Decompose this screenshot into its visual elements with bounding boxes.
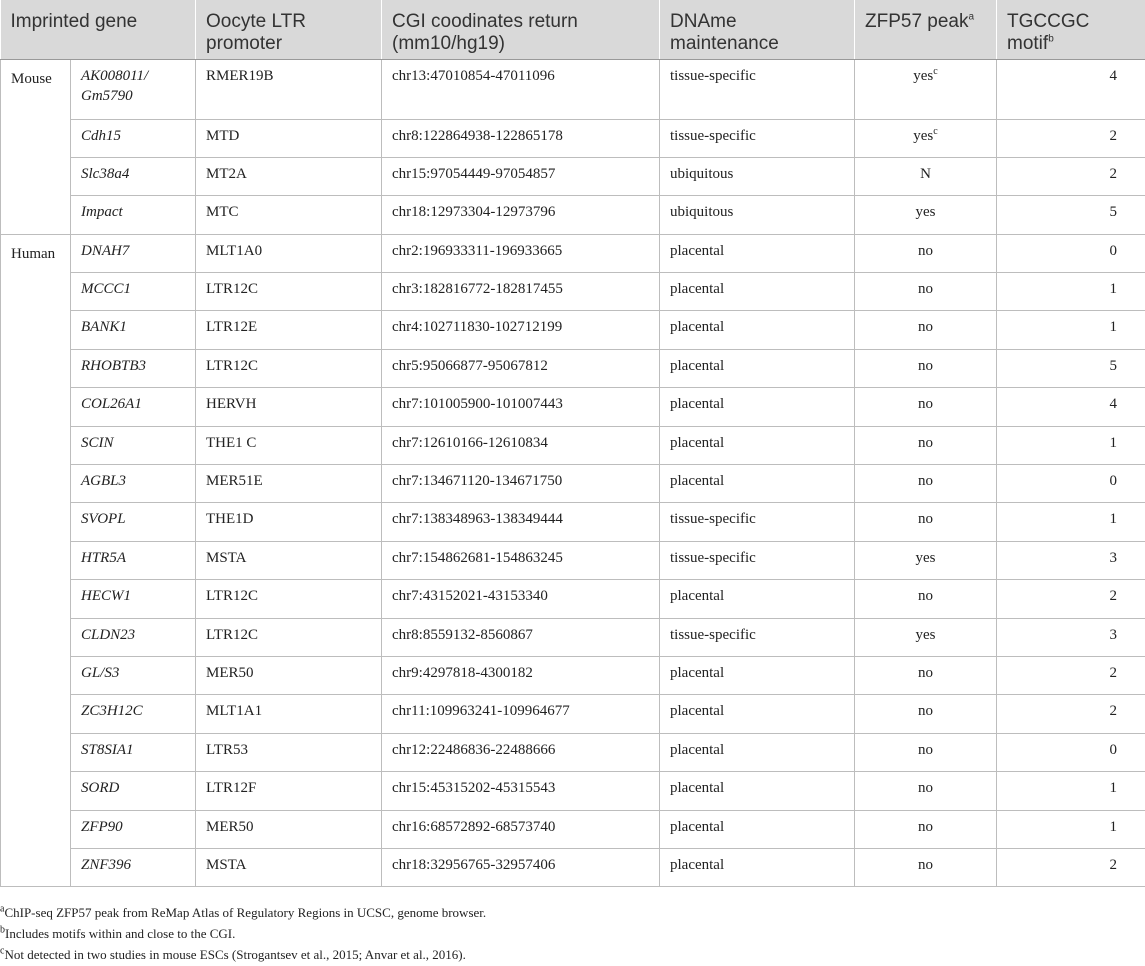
tgccgc-motif-cell: 0 bbox=[997, 234, 1145, 272]
gene-cell: ZNF396 bbox=[71, 848, 196, 886]
zfp57-peak-value: yes bbox=[915, 204, 936, 221]
ltr-promoter-cell: LTR12C bbox=[196, 580, 382, 618]
ltr-promoter-cell: THE1D bbox=[196, 503, 382, 541]
tgccgc-motif-cell: 1 bbox=[997, 772, 1145, 810]
header-zfp57-label: ZFP57 peak bbox=[865, 11, 969, 32]
cgi-coordinates-cell: chr7:134671120-134671750 bbox=[382, 465, 660, 503]
table-row bbox=[1, 234, 1145, 272]
ltr-promoter-cell: MTD bbox=[196, 119, 382, 157]
cgi-coordinates-cell: chr12:22486836-22488666 bbox=[382, 733, 660, 771]
table-row bbox=[1, 541, 1145, 579]
table-row bbox=[1, 311, 1145, 349]
zfp57-peak-value: yes bbox=[915, 549, 936, 566]
footnote-text: Not detected in two studies in mouse ESCs (Strogantsev et al., 2015; Anvar et al., 2016). bbox=[4, 947, 466, 962]
gene-cell: MCCC1 bbox=[71, 273, 196, 311]
footnote bbox=[0, 902, 1145, 923]
dname-maintenance-cell: tissue-specific bbox=[660, 59, 855, 119]
species-cell: Human bbox=[1, 234, 71, 887]
gene-cell: CLDN23 bbox=[71, 618, 196, 656]
tgccgc-motif-cell: 2 bbox=[997, 848, 1145, 886]
table-row bbox=[1, 772, 1145, 810]
dname-maintenance-cell: placental bbox=[660, 388, 855, 426]
gene-cell: ST8SIA1 bbox=[71, 733, 196, 771]
zfp57-peak-value: yes bbox=[913, 67, 934, 84]
tgccgc-motif-cell: 3 bbox=[997, 618, 1145, 656]
dname-maintenance-cell: ubiquitous bbox=[660, 196, 855, 234]
zfp57-peak-value: no bbox=[918, 357, 933, 374]
table-row bbox=[1, 426, 1145, 464]
cgi-coordinates-cell: chr16:68572892-68573740 bbox=[382, 810, 660, 848]
dname-maintenance-cell: placental bbox=[660, 311, 855, 349]
zfp57-peak-cell bbox=[855, 426, 997, 464]
header-motif-label: TGCCGC motif bbox=[1007, 11, 1090, 54]
cgi-coordinates-cell: chr3:182816772-182817455 bbox=[382, 273, 660, 311]
gene-cell: RHOBTB3 bbox=[71, 349, 196, 387]
gene-cell: BANK1 bbox=[71, 311, 196, 349]
zfp57-peak-cell bbox=[855, 59, 997, 119]
dname-maintenance-cell: placental bbox=[660, 810, 855, 848]
table-row bbox=[1, 695, 1145, 733]
table-row bbox=[1, 848, 1145, 886]
header-zfp57-footnote-mark: a bbox=[968, 11, 975, 23]
table-row bbox=[1, 59, 1145, 119]
zfp57-peak-value: no bbox=[918, 780, 933, 797]
dname-maintenance-cell: placental bbox=[660, 733, 855, 771]
zfp57-peak-cell bbox=[855, 388, 997, 426]
tgccgc-motif-cell: 2 bbox=[997, 119, 1145, 157]
zfp57-peak-cell bbox=[855, 465, 997, 503]
dname-maintenance-cell: tissue-specific bbox=[660, 541, 855, 579]
dname-maintenance-cell: placental bbox=[660, 656, 855, 694]
dname-maintenance-cell: tissue-specific bbox=[660, 119, 855, 157]
dname-maintenance-cell: tissue-specific bbox=[660, 503, 855, 541]
tgccgc-motif-cell: 2 bbox=[997, 695, 1145, 733]
header-tgccgc-motif bbox=[997, 0, 1145, 59]
zfp57-peak-value: no bbox=[918, 396, 933, 413]
zfp57-peak-value: no bbox=[918, 703, 933, 720]
ltr-promoter-cell: LTR12C bbox=[196, 349, 382, 387]
zfp57-peak-cell bbox=[855, 541, 997, 579]
footnote bbox=[0, 944, 1145, 965]
gene-cell: GL/S3 bbox=[71, 656, 196, 694]
zfp57-footnote-mark: c bbox=[933, 125, 938, 137]
table-row bbox=[1, 618, 1145, 656]
gene-cell: Cdh15 bbox=[71, 119, 196, 157]
dname-maintenance-cell: placental bbox=[660, 349, 855, 387]
zfp57-peak-cell bbox=[855, 119, 997, 157]
table-row bbox=[1, 503, 1145, 541]
ltr-promoter-cell: LTR12C bbox=[196, 618, 382, 656]
ltr-promoter-cell: MER50 bbox=[196, 810, 382, 848]
zfp57-peak-value: no bbox=[918, 319, 933, 336]
zfp57-footnote-mark: c bbox=[933, 65, 938, 77]
zfp57-peak-value: no bbox=[918, 741, 933, 758]
zfp57-peak-value: no bbox=[918, 434, 933, 451]
cgi-coordinates-cell: chr4:102711830-102712199 bbox=[382, 311, 660, 349]
zfp57-peak-cell bbox=[855, 695, 997, 733]
species-cell: Mouse bbox=[1, 59, 71, 234]
dname-maintenance-cell: placental bbox=[660, 848, 855, 886]
dname-maintenance-cell: placental bbox=[660, 772, 855, 810]
cgi-coordinates-cell: chr7:101005900-101007443 bbox=[382, 388, 660, 426]
tgccgc-motif-cell: 0 bbox=[997, 465, 1145, 503]
zfp57-peak-cell bbox=[855, 311, 997, 349]
cgi-coordinates-cell: chr7:138348963-138349444 bbox=[382, 503, 660, 541]
gene-cell: DNAH7 bbox=[71, 234, 196, 272]
footnote-mark: a bbox=[0, 903, 5, 915]
tgccgc-motif-cell: 3 bbox=[997, 541, 1145, 579]
zfp57-peak-cell bbox=[855, 580, 997, 618]
header-imprinted-gene: Imprinted gene bbox=[1, 0, 196, 59]
zfp57-peak-cell bbox=[855, 810, 997, 848]
zfp57-peak-value: no bbox=[918, 818, 933, 835]
dname-maintenance-cell: placental bbox=[660, 426, 855, 464]
ltr-promoter-cell: MER51E bbox=[196, 465, 382, 503]
tgccgc-motif-cell: 2 bbox=[997, 580, 1145, 618]
ltr-promoter-cell: LTR12E bbox=[196, 311, 382, 349]
header-cgi-coordinates: CGI coodinates return (mm10/hg19) bbox=[382, 0, 660, 59]
footnote-mark: c bbox=[0, 945, 5, 957]
ltr-promoter-cell: THE1 C bbox=[196, 426, 382, 464]
cgi-coordinates-cell: chr8:8559132-8560867 bbox=[382, 618, 660, 656]
ltr-promoter-cell: MTC bbox=[196, 196, 382, 234]
gene-cell: Impact bbox=[71, 196, 196, 234]
zfp57-peak-value: no bbox=[918, 242, 933, 259]
cgi-coordinates-cell: chr5:95066877-95067812 bbox=[382, 349, 660, 387]
cgi-coordinates-cell: chr7:43152021-43153340 bbox=[382, 580, 660, 618]
zfp57-peak-cell bbox=[855, 196, 997, 234]
footnote-text: ChIP-seq ZFP57 peak from ReMap Atlas of Regulatory Regions in UCSC, genome browser. bbox=[4, 905, 487, 920]
dname-maintenance-cell: ubiquitous bbox=[660, 157, 855, 195]
gene-cell: Slc38a4 bbox=[71, 157, 196, 195]
ltr-promoter-cell: LTR12F bbox=[196, 772, 382, 810]
footnote-text: Includes motifs within and close to the CGI. bbox=[5, 926, 236, 941]
ltr-promoter-cell: MSTA bbox=[196, 541, 382, 579]
table-row bbox=[1, 388, 1145, 426]
cgi-coordinates-cell: chr2:196933311-196933665 bbox=[382, 234, 660, 272]
dname-maintenance-cell: placental bbox=[660, 273, 855, 311]
ltr-promoter-cell: LTR53 bbox=[196, 733, 382, 771]
cgi-coordinates-cell: chr8:122864938-122865178 bbox=[382, 119, 660, 157]
zfp57-peak-cell bbox=[855, 503, 997, 541]
zfp57-peak-cell bbox=[855, 618, 997, 656]
tgccgc-motif-cell: 1 bbox=[997, 426, 1145, 464]
tgccgc-motif-cell: 1 bbox=[997, 810, 1145, 848]
cgi-coordinates-cell: chr9:4297818-4300182 bbox=[382, 656, 660, 694]
table-row bbox=[1, 733, 1145, 771]
footnotes bbox=[0, 902, 1145, 965]
table-row bbox=[1, 196, 1145, 234]
cgi-coordinates-cell: chr7:12610166-12610834 bbox=[382, 426, 660, 464]
table-row bbox=[1, 119, 1145, 157]
zfp57-peak-cell bbox=[855, 234, 997, 272]
zfp57-peak-value: no bbox=[918, 588, 933, 605]
dname-maintenance-cell: tissue-specific bbox=[660, 618, 855, 656]
dname-maintenance-cell: placental bbox=[660, 465, 855, 503]
dname-maintenance-cell: placental bbox=[660, 234, 855, 272]
ltr-promoter-cell: LTR12C bbox=[196, 273, 382, 311]
ltr-promoter-cell: MLT1A0 bbox=[196, 234, 382, 272]
gene-cell: COL26A1 bbox=[71, 388, 196, 426]
zfp57-peak-value: no bbox=[918, 664, 933, 681]
zfp57-peak-cell bbox=[855, 656, 997, 694]
zfp57-peak-value: no bbox=[918, 511, 933, 528]
zfp57-peak-value: no bbox=[918, 281, 933, 298]
gene-cell: AGBL3 bbox=[71, 465, 196, 503]
ltr-promoter-cell: MT2A bbox=[196, 157, 382, 195]
gene-cell: HTR5A bbox=[71, 541, 196, 579]
tgccgc-motif-cell: 5 bbox=[997, 196, 1145, 234]
zfp57-peak-value: yes bbox=[913, 127, 934, 144]
table-row bbox=[1, 656, 1145, 694]
gene-cell: SORD bbox=[71, 772, 196, 810]
tgccgc-motif-cell: 1 bbox=[997, 311, 1145, 349]
table-row bbox=[1, 273, 1145, 311]
tgccgc-motif-cell: 4 bbox=[997, 59, 1145, 119]
ltr-promoter-cell: RMER19B bbox=[196, 59, 382, 119]
header-zfp57-peak bbox=[855, 0, 997, 59]
gene-cell: AK008011/ Gm5790 bbox=[71, 59, 196, 119]
zfp57-peak-value: no bbox=[918, 856, 933, 873]
gene-cell: SVOPL bbox=[71, 503, 196, 541]
ltr-promoter-cell: MLT1A1 bbox=[196, 695, 382, 733]
tgccgc-motif-cell: 1 bbox=[997, 503, 1145, 541]
cgi-coordinates-cell: chr18:12973304-12973796 bbox=[382, 196, 660, 234]
tgccgc-motif-cell: 1 bbox=[997, 273, 1145, 311]
ltr-promoter-cell: HERVH bbox=[196, 388, 382, 426]
header-oocyte-ltr-promoter: Oocyte LTR promoter bbox=[196, 0, 382, 59]
tgccgc-motif-cell: 4 bbox=[997, 388, 1145, 426]
cgi-coordinates-cell: chr11:109963241-109964677 bbox=[382, 695, 660, 733]
gene-cell: ZC3H12C bbox=[71, 695, 196, 733]
table-body bbox=[1, 59, 1145, 887]
table-header bbox=[1, 0, 1145, 59]
ltr-promoter-cell: MER50 bbox=[196, 656, 382, 694]
cgi-coordinates-cell: chr15:97054449-97054857 bbox=[382, 157, 660, 195]
cgi-coordinates-cell: chr7:154862681-154863245 bbox=[382, 541, 660, 579]
zfp57-peak-cell bbox=[855, 733, 997, 771]
dname-maintenance-cell: placental bbox=[660, 695, 855, 733]
dname-maintenance-cell: placental bbox=[660, 580, 855, 618]
zfp57-peak-cell bbox=[855, 848, 997, 886]
cgi-coordinates-cell: chr18:32956765-32957406 bbox=[382, 848, 660, 886]
gene-cell: SCIN bbox=[71, 426, 196, 464]
ltr-promoter-cell: MSTA bbox=[196, 848, 382, 886]
tgccgc-motif-cell: 5 bbox=[997, 349, 1145, 387]
cgi-coordinates-cell: chr15:45315202-45315543 bbox=[382, 772, 660, 810]
table-row bbox=[1, 810, 1145, 848]
table-row bbox=[1, 349, 1145, 387]
footnote bbox=[0, 923, 1145, 944]
cgi-coordinates-cell: chr13:47010854-47011096 bbox=[382, 59, 660, 119]
footnote-mark: b bbox=[0, 924, 5, 936]
zfp57-peak-value: N bbox=[920, 165, 931, 182]
tgccgc-motif-cell: 2 bbox=[997, 656, 1145, 694]
zfp57-peak-value: yes bbox=[915, 626, 936, 643]
table-row bbox=[1, 157, 1145, 195]
header-dname-maintenance: DNAme maintenance bbox=[660, 0, 855, 59]
zfp57-peak-value: no bbox=[918, 473, 933, 490]
gene-cell: ZFP90 bbox=[71, 810, 196, 848]
gene-cell: HECW1 bbox=[71, 580, 196, 618]
tgccgc-motif-cell: 2 bbox=[997, 157, 1145, 195]
table-row bbox=[1, 580, 1145, 618]
zfp57-peak-cell bbox=[855, 273, 997, 311]
table-row bbox=[1, 465, 1145, 503]
tgccgc-motif-cell: 0 bbox=[997, 733, 1145, 771]
zfp57-peak-cell bbox=[855, 157, 997, 195]
zfp57-peak-cell bbox=[855, 349, 997, 387]
header-motif-footnote-mark: b bbox=[1048, 33, 1054, 45]
zfp57-peak-cell bbox=[855, 772, 997, 810]
